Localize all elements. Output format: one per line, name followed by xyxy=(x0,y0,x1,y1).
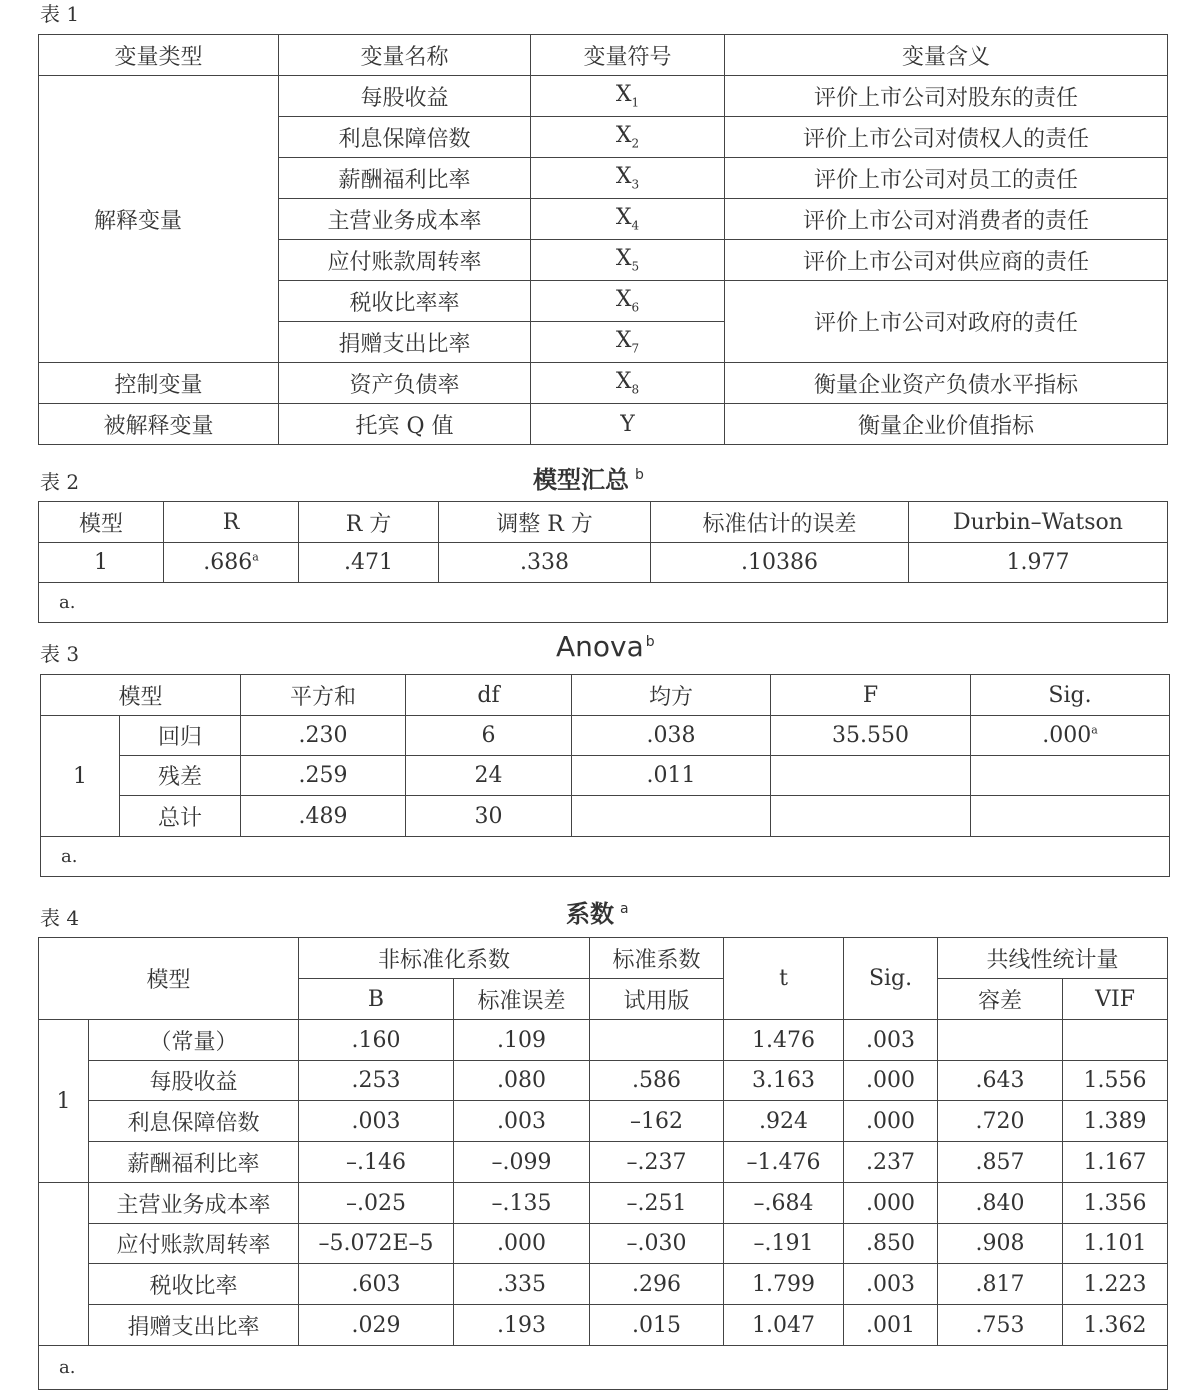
table1-var-name: 托宾 Q 值 xyxy=(279,404,531,445)
table3-header-ms: 均方 xyxy=(572,675,771,716)
table-row xyxy=(39,1020,1168,1061)
table4-model-blank xyxy=(39,1183,89,1346)
table3-cell-df: 24 xyxy=(406,756,572,796)
table3-header-row xyxy=(41,675,1170,716)
table-row xyxy=(39,1061,1168,1101)
table-row xyxy=(39,543,1168,583)
table4-cell-t: –1.476 xyxy=(724,1142,844,1183)
table4-cell-vif: 1.356 xyxy=(1063,1183,1168,1224)
table4-cell-sig: .237 xyxy=(844,1142,938,1183)
table1-header-row xyxy=(39,35,1168,76)
table4-row-name: 薪酬福利比率 xyxy=(89,1142,299,1183)
table4-cell-vif xyxy=(1063,1020,1168,1061)
table4-cell-t: .924 xyxy=(724,1101,844,1142)
table4-cell-se: .109 xyxy=(454,1020,590,1061)
table4-cell-b: .603 xyxy=(299,1264,454,1305)
table3-model-number: 1 xyxy=(41,716,120,837)
table4-cell-se: .335 xyxy=(454,1264,590,1305)
table3-row-name: 回归 xyxy=(120,716,241,756)
table3-cell-ss: .489 xyxy=(241,796,406,837)
table2-label: 表 2 xyxy=(40,470,80,494)
table1-var-symbol: $X_6$ xyxy=(531,281,725,322)
table4-note-row xyxy=(39,1346,1168,1390)
table4-cell-vif: 1.223 xyxy=(1063,1264,1168,1305)
table4-cell-tol xyxy=(938,1020,1063,1061)
table3-cell-sig: .000$^a$ xyxy=(971,716,1170,756)
table4-cell-t: 1.476 xyxy=(724,1020,844,1061)
table3-row-name: 总计 xyxy=(120,796,241,837)
table1-header-symbol: 变量符号 xyxy=(531,35,725,76)
table4-cell-beta xyxy=(590,1020,724,1061)
table2-footnote: a. xyxy=(39,583,1168,623)
table4-header-t: t xyxy=(724,938,844,1020)
table-row xyxy=(39,76,1168,117)
table2-cell-r2: .471 xyxy=(299,543,439,583)
table3-cell-ss: .259 xyxy=(241,756,406,796)
table4-cell-se: .000 xyxy=(454,1224,590,1264)
table2 xyxy=(38,501,1168,623)
table3-cell-df: 30 xyxy=(406,796,572,837)
table2-note-row xyxy=(39,583,1168,623)
table4-cell-tol: .720 xyxy=(938,1101,1063,1142)
table4-header-vif: VIF xyxy=(1063,979,1168,1020)
table-row xyxy=(39,1305,1168,1346)
table3-cell-sig xyxy=(971,796,1170,837)
table1-var-name: 每股收益 xyxy=(279,76,531,117)
table4-cell-t: 1.047 xyxy=(724,1305,844,1346)
table3-header-ss: 平方和 xyxy=(241,675,406,716)
table2-header-r: R xyxy=(164,502,299,543)
table1-var-name: 主营业务成本率 xyxy=(279,199,531,240)
table-row xyxy=(41,796,1170,837)
table3 xyxy=(40,674,1170,877)
table4-header-row xyxy=(39,938,1168,979)
table-row xyxy=(41,756,1170,796)
table4-cell-sig: .000 xyxy=(844,1061,938,1101)
table4-cell-b: –.025 xyxy=(299,1183,454,1224)
table4-cell-sig: .003 xyxy=(844,1264,938,1305)
table3-cell-ms: .011 xyxy=(572,756,771,796)
table4-header-se: 标准误差 xyxy=(454,979,590,1020)
table3-cell-f xyxy=(771,756,971,796)
table4-cell-b: .253 xyxy=(299,1061,454,1101)
table1-var-symbol: $X_5$ xyxy=(531,240,725,281)
table1-var-name: 资产负债率 xyxy=(279,363,531,404)
table4-row-name: 捐赠支出比率 xyxy=(89,1305,299,1346)
table1-explanatory-type: 解释变量 xyxy=(39,76,279,363)
table4-footnote: a. xyxy=(39,1346,1168,1390)
table2-cell-dw: 1.977 xyxy=(909,543,1168,583)
table1-var-symbol: $X_3$ xyxy=(531,158,725,199)
table2-cell-adj-r2: .338 xyxy=(439,543,651,583)
table4-cell-sig: .000 xyxy=(844,1183,938,1224)
table2-cell-model: 1 xyxy=(39,543,164,583)
table4-cell-tol: .908 xyxy=(938,1224,1063,1264)
table-row xyxy=(39,1224,1168,1264)
table1-var-name: 利息保障倍数 xyxy=(279,117,531,158)
table1-header-meaning: 变量含义 xyxy=(725,35,1168,76)
table4-cell-se: .193 xyxy=(454,1305,590,1346)
table-row xyxy=(39,1101,1168,1142)
table4-row-name: 利息保障倍数 xyxy=(89,1101,299,1142)
table3-cell-f xyxy=(771,796,971,837)
table2-header-r2: R 方 xyxy=(299,502,439,543)
table2-title: 模型汇总 $^b$ xyxy=(533,466,644,494)
table4-cell-tol: .643 xyxy=(938,1061,1063,1101)
table4-header-b: B xyxy=(299,979,454,1020)
table4-cell-se: .080 xyxy=(454,1061,590,1101)
table4-cell-sig: .000 xyxy=(844,1101,938,1142)
table1-label: 表 1 xyxy=(40,2,80,26)
table4-row-name: （常量） xyxy=(89,1020,299,1061)
table3-cell-sig xyxy=(971,756,1170,796)
table4-header-colin: 共线性统计量 xyxy=(938,938,1168,979)
table2-header-dw: Durbin–Watson xyxy=(909,502,1168,543)
table4-cell-se: –.099 xyxy=(454,1142,590,1183)
table3-label: 表 3 xyxy=(40,642,80,666)
table4-cell-t: 1.799 xyxy=(724,1264,844,1305)
table4-cell-beta: .296 xyxy=(590,1264,724,1305)
table1-var-meaning: 衡量企业价值指标 xyxy=(725,404,1168,445)
table4-header-sig: Sig. xyxy=(844,938,938,1020)
table2-header-model: 模型 xyxy=(39,502,164,543)
table4-cell-vif: 1.101 xyxy=(1063,1224,1168,1264)
table1-var-symbol: $X_8$ xyxy=(531,363,725,404)
table4-cell-t: –.191 xyxy=(724,1224,844,1264)
table1 xyxy=(38,34,1168,445)
table1-var-meaning: 衡量企业资产负债水平指标 xyxy=(725,363,1168,404)
table3-cell-ms: .038 xyxy=(572,716,771,756)
table4-cell-beta: .015 xyxy=(590,1305,724,1346)
table1-header-type: 变量类型 xyxy=(39,35,279,76)
table2-cell-se: .10386 xyxy=(651,543,909,583)
table4-cell-b: .003 xyxy=(299,1101,454,1142)
table1-var-symbol: $X_2$ xyxy=(531,117,725,158)
table4-header-trial: 试用版 xyxy=(590,979,724,1020)
table4-cell-se: .003 xyxy=(454,1101,590,1142)
table1-var-meaning: 评价上市公司对供应商的责任 xyxy=(725,240,1168,281)
table2-header-row xyxy=(39,502,1168,543)
table4-cell-b: –.146 xyxy=(299,1142,454,1183)
table4-cell-tol: .753 xyxy=(938,1305,1063,1346)
table3-cell-df: 6 xyxy=(406,716,572,756)
table4-cell-beta: .586 xyxy=(590,1061,724,1101)
table3-note-row xyxy=(41,837,1170,877)
table4-header-model: 模型 xyxy=(39,938,299,1020)
table4-cell-beta: –162 xyxy=(590,1101,724,1142)
table4-cell-b: .160 xyxy=(299,1020,454,1061)
table-row xyxy=(39,404,1168,445)
table1-var-symbol: Y xyxy=(531,404,725,445)
table4-cell-sig: .850 xyxy=(844,1224,938,1264)
table1-var-meaning: 评价上市公司对债权人的责任 xyxy=(725,117,1168,158)
table1-explained-type: 被解释变量 xyxy=(39,404,279,445)
table4-row-name: 税收比率 xyxy=(89,1264,299,1305)
table1-var-name: 税收比率率 xyxy=(279,281,531,322)
table2-cell-r: .686$^a$ xyxy=(164,543,299,583)
table3-header-df: df xyxy=(406,675,572,716)
table4-cell-beta: –.237 xyxy=(590,1142,724,1183)
table-row xyxy=(41,716,1170,756)
table-row xyxy=(39,1142,1168,1183)
table3-header-f: F xyxy=(771,675,971,716)
table4 xyxy=(38,937,1168,1390)
table4-header-tol: 容差 xyxy=(938,979,1063,1020)
table4-model-number: 1 xyxy=(39,1020,89,1183)
table-row xyxy=(39,1183,1168,1224)
table1-var-symbol: $X_7$ xyxy=(531,322,725,363)
table4-row-name: 应付账款周转率 xyxy=(89,1224,299,1264)
table1-var-meaning: 评价上市公司对员工的责任 xyxy=(725,158,1168,199)
table3-header-model: 模型 xyxy=(41,675,241,716)
table3-header-sig: Sig. xyxy=(971,675,1170,716)
table2-header-se: 标准估计的误差 xyxy=(651,502,909,543)
table4-cell-se: –.135 xyxy=(454,1183,590,1224)
table4-header-unstd: 非标准化系数 xyxy=(299,938,590,979)
table4-cell-vif: 1.389 xyxy=(1063,1101,1168,1142)
table2-header-adj-r2: 调整 R 方 xyxy=(439,502,651,543)
table-row xyxy=(39,1264,1168,1305)
table4-header-std: 标准系数 xyxy=(590,938,724,979)
table1-var-meaning: 评价上市公司对消费者的责任 xyxy=(725,199,1168,240)
table3-cell-ms xyxy=(572,796,771,837)
table-row xyxy=(39,363,1168,404)
table1-var-symbol: $X_4$ xyxy=(531,199,725,240)
table4-cell-t: 3.163 xyxy=(724,1061,844,1101)
table1-var-name: 薪酬福利比率 xyxy=(279,158,531,199)
table4-cell-tol: .817 xyxy=(938,1264,1063,1305)
table1-var-name: 应付账款周转率 xyxy=(279,240,531,281)
table1-var-name: 捐赠支出比率 xyxy=(279,322,531,363)
table4-title: 系数 $^a$ xyxy=(566,900,629,928)
table3-title: Anova $^b$ xyxy=(556,630,655,663)
table4-cell-tol: .840 xyxy=(938,1183,1063,1224)
table4-row-name: 主营业务成本率 xyxy=(89,1183,299,1224)
table1-var-meaning: 评价上市公司对股东的责任 xyxy=(725,76,1168,117)
table4-row-name: 每股收益 xyxy=(89,1061,299,1101)
table4-cell-vif: 1.362 xyxy=(1063,1305,1168,1346)
table3-cell-f: 35.550 xyxy=(771,716,971,756)
table4-cell-b: –5.072E–5 xyxy=(299,1224,454,1264)
table4-cell-sig: .001 xyxy=(844,1305,938,1346)
table3-row-name: 残差 xyxy=(120,756,241,796)
table4-label: 表 4 xyxy=(40,906,80,930)
table1-control-type: 控制变量 xyxy=(39,363,279,404)
table4-cell-tol: .857 xyxy=(938,1142,1063,1183)
table1-var-symbol: $X_1$ xyxy=(531,76,725,117)
table4-cell-b: .029 xyxy=(299,1305,454,1346)
table1-header-name: 变量名称 xyxy=(279,35,531,76)
table4-cell-vif: 1.167 xyxy=(1063,1142,1168,1183)
table1-var-meaning: 评价上市公司对政府的责任 xyxy=(725,281,1168,363)
table3-footnote: a. xyxy=(41,837,1170,877)
table3-cell-ss: .230 xyxy=(241,716,406,756)
table4-cell-beta: –.030 xyxy=(590,1224,724,1264)
table4-cell-sig: .003 xyxy=(844,1020,938,1061)
table4-cell-vif: 1.556 xyxy=(1063,1061,1168,1101)
table4-cell-beta: –.251 xyxy=(590,1183,724,1224)
table4-cell-t: –.684 xyxy=(724,1183,844,1224)
